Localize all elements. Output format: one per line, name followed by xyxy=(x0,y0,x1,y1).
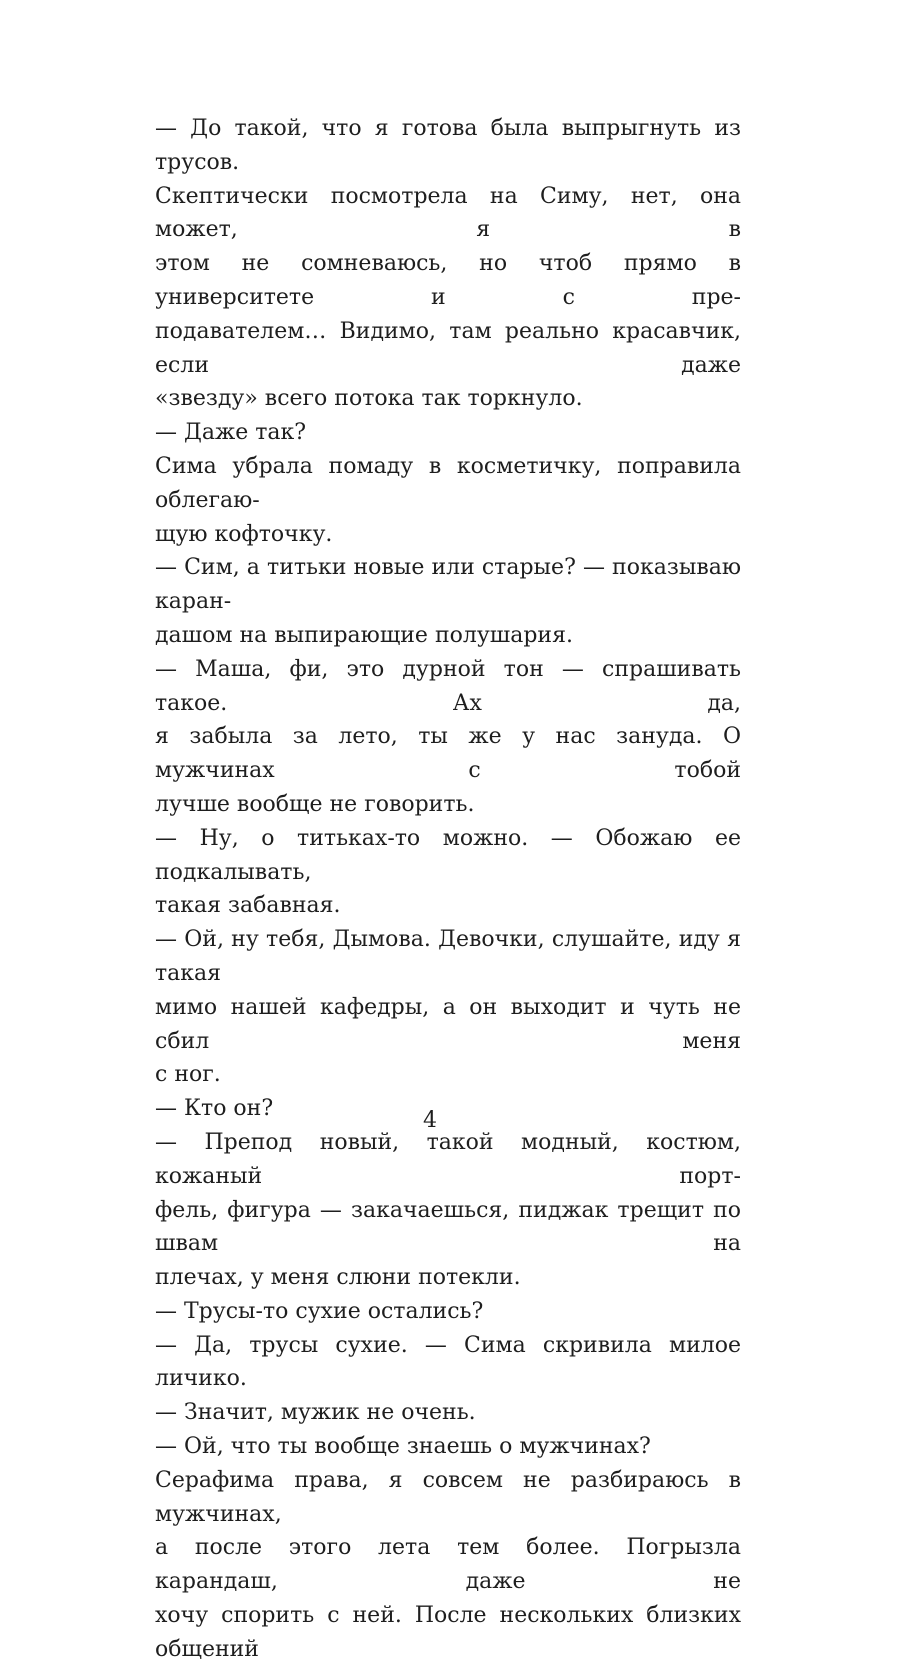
text-line: — Да, трусы сухие. — Сима скривила милое личико. xyxy=(155,1332,741,1392)
text-line: — Даже так? xyxy=(155,420,307,446)
paragraph xyxy=(155,1464,741,1667)
text-line: — Маша, фи, это дурной тон — спрашивать такое. Ах да, xyxy=(155,656,741,716)
page-number: 4 xyxy=(423,1108,437,1133)
text-line: Скептически посмотрела на Симу, нет, она может, я в xyxy=(155,183,741,243)
text-line: лучше вообще не говорить. xyxy=(155,791,475,817)
paragraph xyxy=(155,180,741,417)
text-line: — Сим, а титьки новые или старые? — показываю каран- xyxy=(155,555,741,615)
text-line: фель, фигура — закачаешься, пиджак трещит по швам на xyxy=(155,1197,741,1257)
paragraph xyxy=(155,1126,741,1295)
paragraph xyxy=(155,450,741,551)
paragraph xyxy=(155,1295,741,1329)
text-line: такая забавная. xyxy=(155,893,341,919)
paragraph xyxy=(155,551,741,652)
text-line: — Трусы-то сухие остались? xyxy=(155,1298,484,1324)
text-line: «звезду» всего потока так торкнуло. xyxy=(155,386,583,412)
paragraph xyxy=(155,822,741,923)
text-line: мимо нашей кафедры, а он выходит и чуть не сбил меня xyxy=(155,994,741,1054)
paragraph xyxy=(155,923,741,1092)
body-text xyxy=(155,112,741,1667)
text-line: плечах, у меня слюни потекли. xyxy=(155,1265,521,1291)
text-line: с ног. xyxy=(155,1062,221,1088)
text-line: — Ну, о титьках-то можно. — Обожаю ее подкалывать, xyxy=(155,825,741,885)
text-line: а после этого лета тем более. Погрызла карандаш, даже не xyxy=(155,1535,741,1595)
text-line: — До такой, что я готова была выпрыгнуть из трусов. xyxy=(155,116,741,175)
text-line: дашом на выпирающие полушария. xyxy=(155,622,573,648)
text-line: Сима убрала помаду в косметичку, поправила облегаю- xyxy=(155,453,741,513)
text-line: — Ой, ну тебя, Дымова. Девочки, слушайте, иду я такая xyxy=(155,927,741,986)
paragraph xyxy=(155,1329,741,1397)
paragraph xyxy=(155,653,741,822)
text-line: я забыла за лето, ты же у нас зануда. О мужчинах с тобой xyxy=(155,724,741,784)
paragraph xyxy=(155,112,741,180)
paragraph xyxy=(155,1430,741,1464)
text-line: — Препод новый, такой модный, костюм, кожаный порт- xyxy=(155,1129,741,1189)
text-line: подавателем… Видимо, там реально красавчик, если даже xyxy=(155,318,741,378)
text-line: щую кофточку. xyxy=(155,521,333,547)
paragraph xyxy=(155,1396,741,1430)
text-line: хочу спорить с ней. После нескольких близких общений xyxy=(155,1603,741,1662)
text-line: Серафима права, я совсем не разбираюсь в мужчинах, xyxy=(155,1467,741,1527)
text-line: — Ой, что ты вообще знаешь о мужчинах? xyxy=(155,1434,651,1460)
text-line: этом не сомневаюсь, но чтоб прямо в университете и с пре- xyxy=(155,251,741,310)
paragraph xyxy=(155,416,741,450)
text-line: — Значит, мужик не очень. xyxy=(155,1400,476,1426)
text-line: — Кто он? xyxy=(155,1096,274,1122)
